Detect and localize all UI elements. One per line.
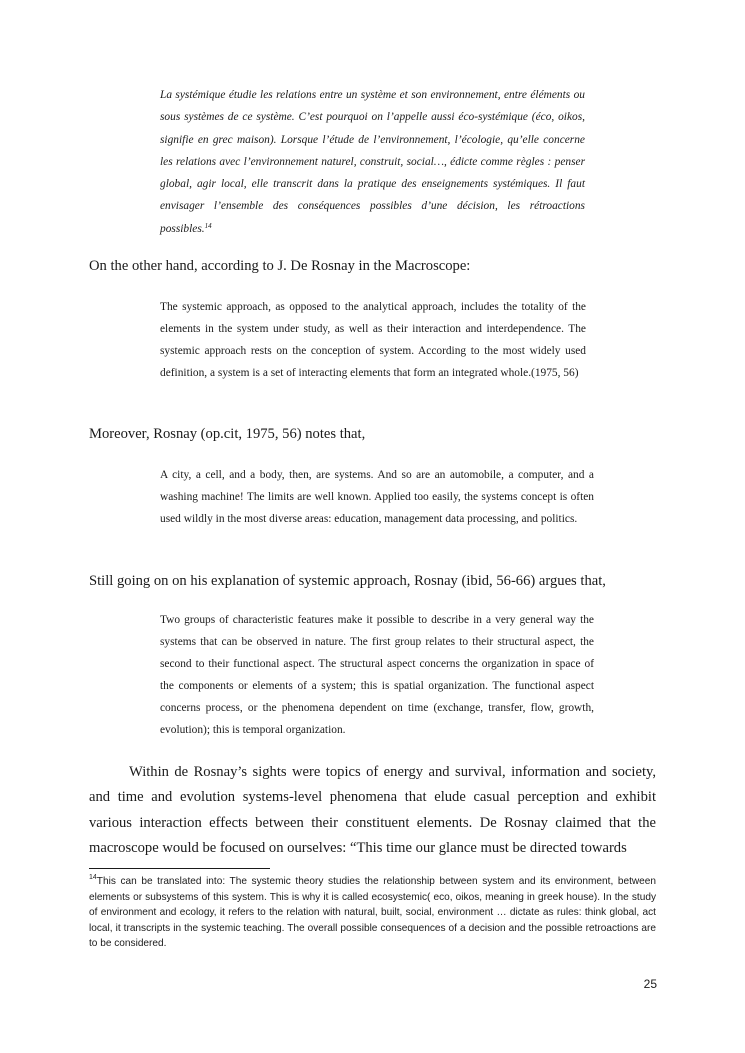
block-quote-systems-examples-text: A city, a cell, and a body, then, are systems. And so are an automobile, a computer, and a washing machine! The limits are well known. Applied too easily, the systems concept is often used wildly in the most diverse areas: education, management data processing, and politics. — [160, 469, 594, 525]
block-quote-french-text: La systémique étudie les relations entre un système et son environnement, entre éléments ou sous systèmes de ce système. C’est pourquoi on l’appelle aussi éco-systémique (éco, oikos, signifie en grec maison). Lorsque l’étude de l’environnement, l’écologie, qu’elle concerne les relations avec l’environnement naturel, construit, social…, édicte comme règles : penser global, agir local, elle transcrit dans la pratique des enseignements systémiques. Il faut envisager l’ensemble des conséquences possibles d’une décision, les rétroactions possibles. — [160, 89, 585, 235]
footnote-reference[interactable]: 14 — [204, 221, 212, 230]
block-quote-systemic-approach-text: The systemic approach, as opposed to the analytical approach, includes the totality of the elements in the system under study, as well as their interaction and interdependence. The systemic approach rests on the conception of system. According to the most widely used definition, a system is a set of interacting elements that form an integrated whole.(1975, 56) — [160, 301, 586, 379]
page-number: 25 — [643, 977, 657, 991]
intro-rosnay-macroscope: On the other hand, according to J. De Rosnay in the Macroscope: — [89, 258, 471, 274]
block-quote-characteristic-features-text: Two groups of characteristic features make it possible to describe in a very general way the systems that can be observed in nature. The first group relates to their structural aspect, the second to their functional aspect. The structural aspect concerns the organization in space of the components or elements of a system; this is spatial organization. The functional aspect concerns process, or the phenomena dependent on time (exchange, transfer, flow, growth, evolution); this is temporal organization. — [160, 614, 594, 736]
intro-rosnay-argues: Still going on on his explanation of systemic approach, Rosnay (ibid, 56-66) argues that, — [89, 573, 606, 589]
intro-rosnay-notes: Moreover, Rosnay (op.cit, 1975, 56) notes that, — [89, 426, 366, 442]
block-quote-characteristic-features — [160, 609, 594, 741]
footnote-separator — [89, 868, 270, 869]
footnote-number: 14 — [89, 874, 97, 881]
body-paragraph — [89, 760, 656, 861]
block-quote-french — [160, 84, 585, 240]
block-quote-systemic-approach — [160, 296, 586, 384]
footnote-text: This can be translated into: The systemic theory studies the relationship between system and its environment, between elements or subsystems of this system. This is why it is called ecosystemic( eco, oikos, meaning in greek house). In the study of environment and ecology, it refers to the relation with natural, built, social, environment … dictate as rules: think global, act local, it transcripts in the systemic teaching. The overall possible consequences of a decision and the possible retroactions are to be considered. — [89, 876, 656, 950]
footnote — [89, 874, 656, 952]
block-quote-systems-examples — [160, 464, 594, 530]
body-paragraph-text: Within de Rosnay’s sights were topics of energy and survival, information and society, and time and evolution systems-level phenomena that elude casual perception and exhibit various interaction effects between their constituent elements. De Rosnay claimed that the macroscope would be focused on ourselves: “This time our glance must be directed towards — [89, 764, 656, 856]
